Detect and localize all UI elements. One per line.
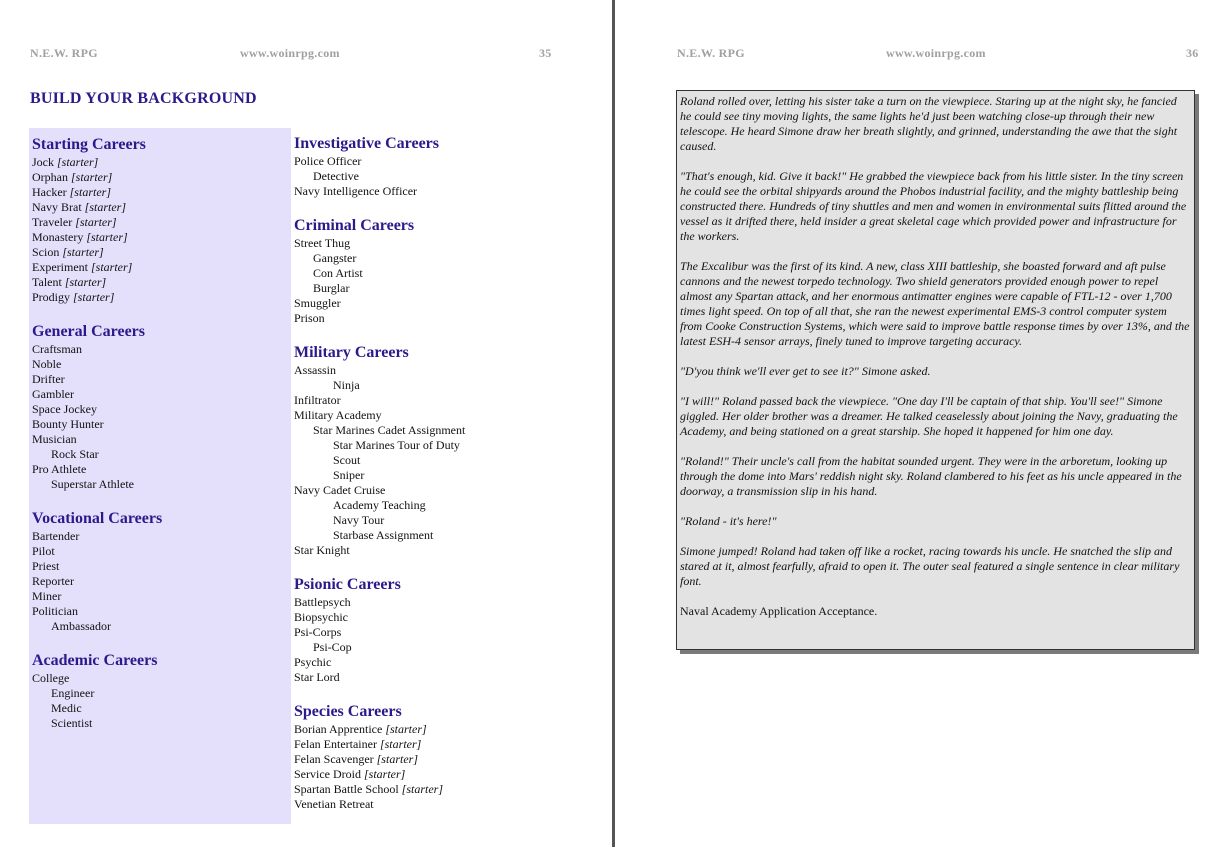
starter-tag: [starter] — [64, 275, 107, 289]
career-name: Burglar — [313, 281, 350, 295]
career-item — [294, 528, 594, 543]
left-page — [0, 0, 612, 847]
section-heading: Starting Careers — [32, 136, 146, 153]
career-item — [32, 185, 288, 200]
career-item — [294, 752, 594, 767]
career-item — [32, 447, 288, 462]
career-item — [32, 402, 288, 417]
career-name: Engineer — [51, 686, 95, 700]
starter-tag: [starter] — [379, 737, 422, 751]
career-item — [32, 260, 288, 275]
career-name: Navy Intelligence Officer — [294, 184, 418, 198]
header-website: www.woinrpg.com — [240, 46, 340, 60]
career-name: Detective — [313, 169, 359, 183]
career-section-psionic-careers — [294, 575, 594, 685]
story-paragraph: The Excalibur was the first of its kind. A new, class XIII battleship, she boasted forward and aft pulse cannons and the newest torpedo technology. Two shield generators provided enough power to repel almost any Spartan attack, and her enormous antimatter engines were capable of FTL-12 - over 1,700 times light speed. On top of all that, she ran the newest experimental EMS-3 control computer system from Cooke Construction Systems, which were said to improve battle response times by over 13%, and the latest ESH-4 sensor arrays, finely tuned to improve targeting accuracy. — [680, 259, 1190, 348]
career-name: Traveler — [32, 215, 73, 229]
career-item — [32, 529, 288, 544]
career-name: Superstar Athlete — [51, 477, 134, 491]
career-section-species-careers — [294, 702, 594, 812]
career-name: Priest — [32, 559, 60, 573]
story-paragraph: Simone jumped! Roland had taken off like a rocket, racing towards his uncle. He snatched the slip and stared at it, almost fearfully, afraid to open it. The outer seal featured a single sentence in clear military font. — [680, 544, 1180, 588]
career-item — [32, 372, 288, 387]
career-name: Scion — [32, 245, 60, 259]
header-game-title: N.E.W. RPG — [677, 46, 745, 60]
section-heading: Species Careers — [294, 703, 402, 720]
career-name: Borian Apprentice — [294, 722, 383, 736]
career-item — [32, 342, 288, 357]
starter-tag: [starter] — [69, 185, 111, 199]
career-name: Street Thug — [294, 236, 351, 250]
career-name: Drifter — [32, 372, 65, 386]
career-item — [294, 610, 594, 625]
career-item — [294, 169, 594, 184]
career-name: Talent — [32, 275, 62, 289]
career-name: Noble — [32, 357, 62, 371]
career-item — [294, 438, 594, 453]
career-name: Star Marines Cadet Assignment — [313, 423, 466, 437]
career-item — [32, 619, 288, 634]
career-item — [294, 154, 594, 169]
career-item — [294, 722, 594, 737]
career-item — [32, 589, 288, 604]
career-name: Navy Tour — [333, 513, 385, 527]
section-heading: Investigative Careers — [294, 135, 439, 152]
career-section-starting-careers — [32, 135, 288, 305]
career-name: Craftsman — [32, 342, 82, 356]
career-name: Scout — [333, 453, 361, 467]
career-item — [294, 281, 594, 296]
career-name: College — [32, 671, 70, 685]
story-paragraph: "Roland!" Their uncle's call from the habitat sounded urgent. They were in the arboretum, looking up through the dome into Mars' reddish night sky. Roland clambered to his feet as his uncle appeared in the doorway, a transmission slip in his hand. — [680, 454, 1182, 498]
career-name: Experiment — [32, 260, 88, 274]
career-section-military-careers — [294, 343, 594, 558]
career-item — [32, 417, 288, 432]
career-item — [32, 544, 288, 559]
career-item — [294, 453, 594, 468]
career-item — [294, 468, 594, 483]
section-heading: Vocational Careers — [32, 510, 163, 527]
career-column-middle — [294, 134, 594, 829]
career-item — [294, 266, 594, 281]
starter-tag: [starter] — [57, 155, 99, 169]
career-name: Felan Entertainer — [294, 737, 377, 751]
career-name: Prodigy — [32, 290, 71, 304]
career-name: Gangster — [313, 251, 357, 265]
career-name: Starbase Assignment — [333, 528, 434, 542]
career-item — [294, 737, 594, 752]
career-name: Infiltrator — [294, 393, 341, 407]
career-name: Spartan Battle School — [294, 782, 399, 796]
section-heading: Military Careers — [294, 344, 409, 361]
header-game-title: N.E.W. RPG — [30, 46, 98, 60]
career-name: Space Jockey — [32, 402, 97, 416]
starter-tag: [starter] — [84, 200, 126, 214]
career-item — [32, 701, 288, 716]
story-final-line: Naval Academy Application Acceptance. — [680, 604, 878, 618]
career-name: Star Knight — [294, 543, 350, 557]
page-title: BUILD YOUR BACKGROUND — [30, 90, 257, 107]
career-name: Reporter — [32, 574, 74, 588]
career-item — [294, 483, 594, 498]
career-item — [294, 543, 594, 558]
career-item — [32, 290, 288, 305]
story-paragraph: "Roland - it's here!" — [680, 514, 777, 528]
career-item — [294, 625, 594, 640]
career-item — [32, 574, 288, 589]
career-item — [294, 251, 594, 266]
starter-tag: [starter] — [73, 290, 115, 304]
career-item — [32, 200, 288, 215]
career-column-left — [32, 135, 288, 748]
career-item — [32, 604, 288, 619]
career-name: Musician — [32, 432, 77, 446]
career-item — [32, 671, 288, 686]
career-item — [294, 236, 594, 251]
career-name: Con Artist — [313, 266, 363, 280]
career-name: Psi-Cop — [313, 640, 352, 654]
career-name: Bartender — [32, 529, 80, 543]
career-item — [294, 423, 594, 438]
starter-tag: [starter] — [90, 260, 133, 274]
section-heading: Academic Careers — [32, 652, 158, 669]
career-name: Pro Athlete — [32, 462, 87, 476]
career-name: Navy Cadet Cruise — [294, 483, 386, 497]
starter-tag: [starter] — [363, 767, 406, 781]
career-item — [32, 716, 288, 731]
career-name: Psi-Corps — [294, 625, 342, 639]
career-section-academic-careers — [32, 651, 288, 731]
starter-tag: [starter] — [385, 722, 427, 736]
career-item — [294, 767, 594, 782]
career-name: Medic — [51, 701, 82, 715]
career-item — [294, 797, 594, 812]
career-name: Police Officer — [294, 154, 362, 168]
career-name: Sniper — [333, 468, 365, 482]
career-name: Miner — [32, 589, 62, 603]
career-item — [294, 513, 594, 528]
career-name: Hacker — [32, 185, 67, 199]
starter-tag: [starter] — [401, 782, 443, 796]
career-name: Service Droid — [294, 767, 361, 781]
career-item — [294, 393, 594, 408]
career-name: Rock Star — [51, 447, 99, 461]
career-name: Biopsychic — [294, 610, 348, 624]
career-item — [32, 275, 288, 290]
story-paragraph: "D'you think we'll ever get to see it?" Simone asked. — [680, 364, 931, 378]
section-heading: General Careers — [32, 323, 145, 340]
career-name: Scientist — [51, 716, 93, 730]
career-item — [32, 559, 288, 574]
career-name: Orphan — [32, 170, 68, 184]
story-paragraph: "I will!" Roland passed back the viewpiece. "One day I'll be captain of that ship. You'll see!" Simone giggled. Her older brother was a dreamer. He talked ceaselessly about joining the Navy, graduating the Academy, and being stationed on a great starship. She hoped it happened for him one day. — [680, 394, 1178, 438]
section-heading: Psionic Careers — [294, 576, 401, 593]
career-section-vocational-careers — [32, 509, 288, 634]
career-name: Military Academy — [294, 408, 382, 422]
header-website: www.woinrpg.com — [886, 46, 986, 60]
career-name: Politician — [32, 604, 78, 618]
career-name: Venetian Retreat — [294, 797, 374, 811]
career-section-criminal-careers — [294, 216, 594, 326]
career-item — [32, 462, 288, 477]
career-item — [32, 387, 288, 402]
career-item — [294, 408, 594, 423]
career-item — [294, 498, 594, 513]
career-item — [294, 378, 594, 393]
career-item — [294, 782, 594, 797]
starter-tag: [starter] — [376, 752, 418, 766]
career-name: Smuggler — [294, 296, 341, 310]
starter-tag: [starter] — [62, 245, 104, 259]
career-section-general-careers — [32, 322, 288, 492]
career-name: Jock — [32, 155, 54, 169]
story-sidebar-box — [676, 90, 1195, 650]
page-number: 35 — [539, 46, 552, 60]
career-item — [294, 670, 594, 685]
career-item — [294, 640, 594, 655]
career-item — [32, 155, 288, 170]
career-name: Academy Teaching — [333, 498, 426, 512]
career-item — [294, 184, 594, 199]
career-item — [294, 296, 594, 311]
story-paragraph: "That's enough, kid. Give it back!" He grabbed the viewpiece back from his little sister. In the tiny screen he could see the orbital shipyards around the Phobos industrial facility, and the mighty battleship being constructed there. Hundreds of tiny shuttles and men and women in environmental suits flitted around the vessel as it drifted there, held insider a great skeletal cage which provided power and infrastructure for the workers. — [680, 169, 1187, 243]
career-item — [32, 170, 288, 185]
career-item — [32, 230, 288, 245]
career-item — [32, 477, 288, 492]
career-name: Battlepsych — [294, 595, 351, 609]
career-name: Navy Brat — [32, 200, 82, 214]
career-item — [32, 215, 288, 230]
career-name: Gambler — [32, 387, 74, 401]
career-item — [32, 245, 288, 260]
career-name: Psychic — [294, 655, 332, 669]
career-item — [294, 363, 594, 378]
starter-tag: [starter] — [71, 170, 113, 184]
career-name: Pilot — [32, 544, 55, 558]
career-name: Prison — [294, 311, 325, 325]
career-name: Felan Scavenger — [294, 752, 374, 766]
starter-tag: [starter] — [86, 230, 128, 244]
career-item — [32, 686, 288, 701]
career-name: Bounty Hunter — [32, 417, 104, 431]
career-item — [294, 311, 594, 326]
career-name: Monastery — [32, 230, 84, 244]
page-number: 36 — [1186, 46, 1199, 60]
section-heading: Criminal Careers — [294, 217, 415, 234]
career-item — [32, 432, 288, 447]
career-name: Ninja — [333, 378, 360, 392]
career-name: Assassin — [294, 363, 337, 377]
career-name: Star Marines Tour of Duty — [333, 438, 460, 452]
career-name: Ambassador — [51, 619, 111, 633]
story-paragraph: Roland rolled over, letting his sister take a turn on the viewpiece. Staring up at the night sky, he fancied he could see tiny moving lights, the same lights he'd just been watching close-up through their new telescope. He heard Simone draw her breath slightly, and grinned, understanding the awe that the sight caused. — [680, 94, 1178, 153]
career-item — [294, 595, 594, 610]
starter-tag: [starter] — [75, 215, 117, 229]
career-item — [32, 357, 288, 372]
career-name: Star Lord — [294, 670, 340, 684]
career-section-investigative-careers — [294, 134, 594, 199]
career-item — [294, 655, 594, 670]
